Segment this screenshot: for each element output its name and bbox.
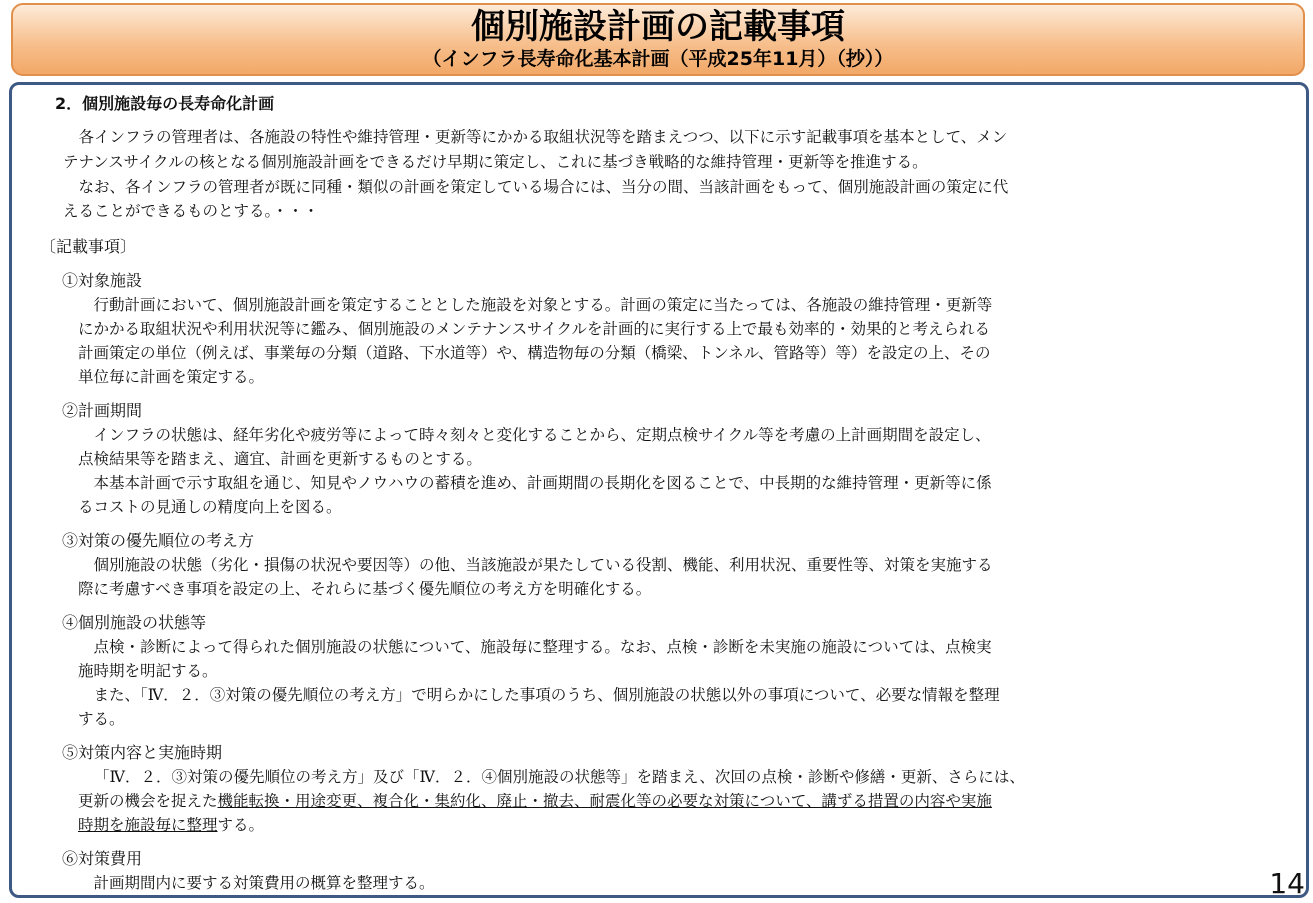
item-line: 個別施設の状態（劣化・損傷の状況や要因等）の他、当該施設が果たしている役割、機能、利用状況、重要性等、対策を実施する [78,556,993,574]
item-line: 施時期を明記する。 [78,662,218,680]
title-banner [11,3,1305,76]
item-line: 本基本計画で示す取組を通じ、知見やノウハウの蓄積を進め、計画期間の長期化を図ることで、中長期的な維持管理・更新等に係 [78,474,992,492]
item-line: 点検結果等を踏まえ、適宜、計画を更新するものとする。 [78,450,482,468]
intro-line: えることができるものとする。・・・ [63,202,319,220]
items-label: 〔記載事項〕 [40,237,137,256]
section-heading: 2．個別施設毎の長寿命化計画 [55,94,275,113]
item-line: 「Ⅳ．２．③対策の優先順位の考え方」及び「Ⅳ．２．④個別施設の状態等」を踏まえ、次回の点検・診断や修繕・更新、さらには、 [94,768,1025,786]
intro-line: テナンスサイクルの核となる個別施設計画をできるだけ早期に策定し、これに基づき戦略的な維持管理・更新等を推進する。 [63,153,928,171]
page-title: 個別施設計画の記載事項 [471,7,845,47]
intro-line: 各インフラの管理者は、各施設の特性や維持管理・更新等にかかる取組状況等を踏まえつつ、以下に示す記載事項を基本として、メン [63,128,1008,146]
page-subtitle: （インフラ長寿命化基本計画（平成25年11月）（抄）） [422,48,894,70]
item-line: する。 [78,710,125,728]
item-title-facility-status: ④個別施設の状態等 [62,613,207,632]
intro-line: なお、各インフラの管理者が既に同種・類似の計画を策定している場合には、当分の間、当該計画をもって、個別施設計画の策定に代 [63,178,1009,196]
item-title-measures-timing: ⑤対策内容と実施時期 [62,743,223,762]
page-number: 14 [1269,867,1305,900]
item-line: インフラの状態は、経年劣化や疲労等によって時々刻々と変化することから、定期点検サイクル等を考慮の上計画期間を設定し、 [78,426,991,444]
item-line: にかかる取組状況や利用状況等に鑑み、個別施設のメンテナンスサイクルを計画的に実行する上で最も効率的・効果的と考えられる [78,320,991,338]
item-line: また、「Ⅳ．２．③対策の優先順位の考え方」で明らかにした事項のうち、個別施設の状態以外の事項について、必要な情報を整理 [78,686,1000,704]
item-line: るコストの見通しの精度向上を図る。 [78,498,342,516]
item-text-underlined: 機能転換・用途変更、複合化・集約化、廃止・撤去、耐震化等の必要な対策について、講ずる措置の内容や実施 [217,792,992,810]
item-line: 単位毎に計画を策定する。 [78,368,265,386]
item-line: 計画期間内に要する対策費用の概算を整理する。 [78,874,435,892]
item-title-priority: ③対策の優先順位の考え方 [62,531,255,550]
item-title-cost: ⑥対策費用 [62,849,143,868]
item-line: 行動計画において、個別施設計画を策定することとした施設を対象とする。計画の策定に当たっては、各施設の維持管理・更新等 [78,296,993,314]
item-text-plain: する。 [217,816,265,834]
item-line: 際に考慮すべき事項を設定の上、それらに基づく優先順位の考え方を明確化する。 [78,580,652,598]
item-line [78,814,264,837]
item-title-target-facilities: ①対象施設 [62,271,143,290]
item-title-plan-period: ②計画期間 [62,401,143,420]
item-text-plain: 更新の機会を捉えた [78,792,218,810]
item-line [78,790,992,813]
item-text-underlined: 時期を施設毎に整理 [78,816,218,834]
item-line: 計画策定の単位（例えば、事業毎の分類（道路、下水道等）や、構造物毎の分類（橋梁、トンネル、管路等）等）を設定の上、その [78,344,991,362]
item-line: 点検・診断によって得られた個別施設の状態について、施設毎に整理する。なお、点検・診断を未実施の施設については、点検実 [78,638,992,656]
